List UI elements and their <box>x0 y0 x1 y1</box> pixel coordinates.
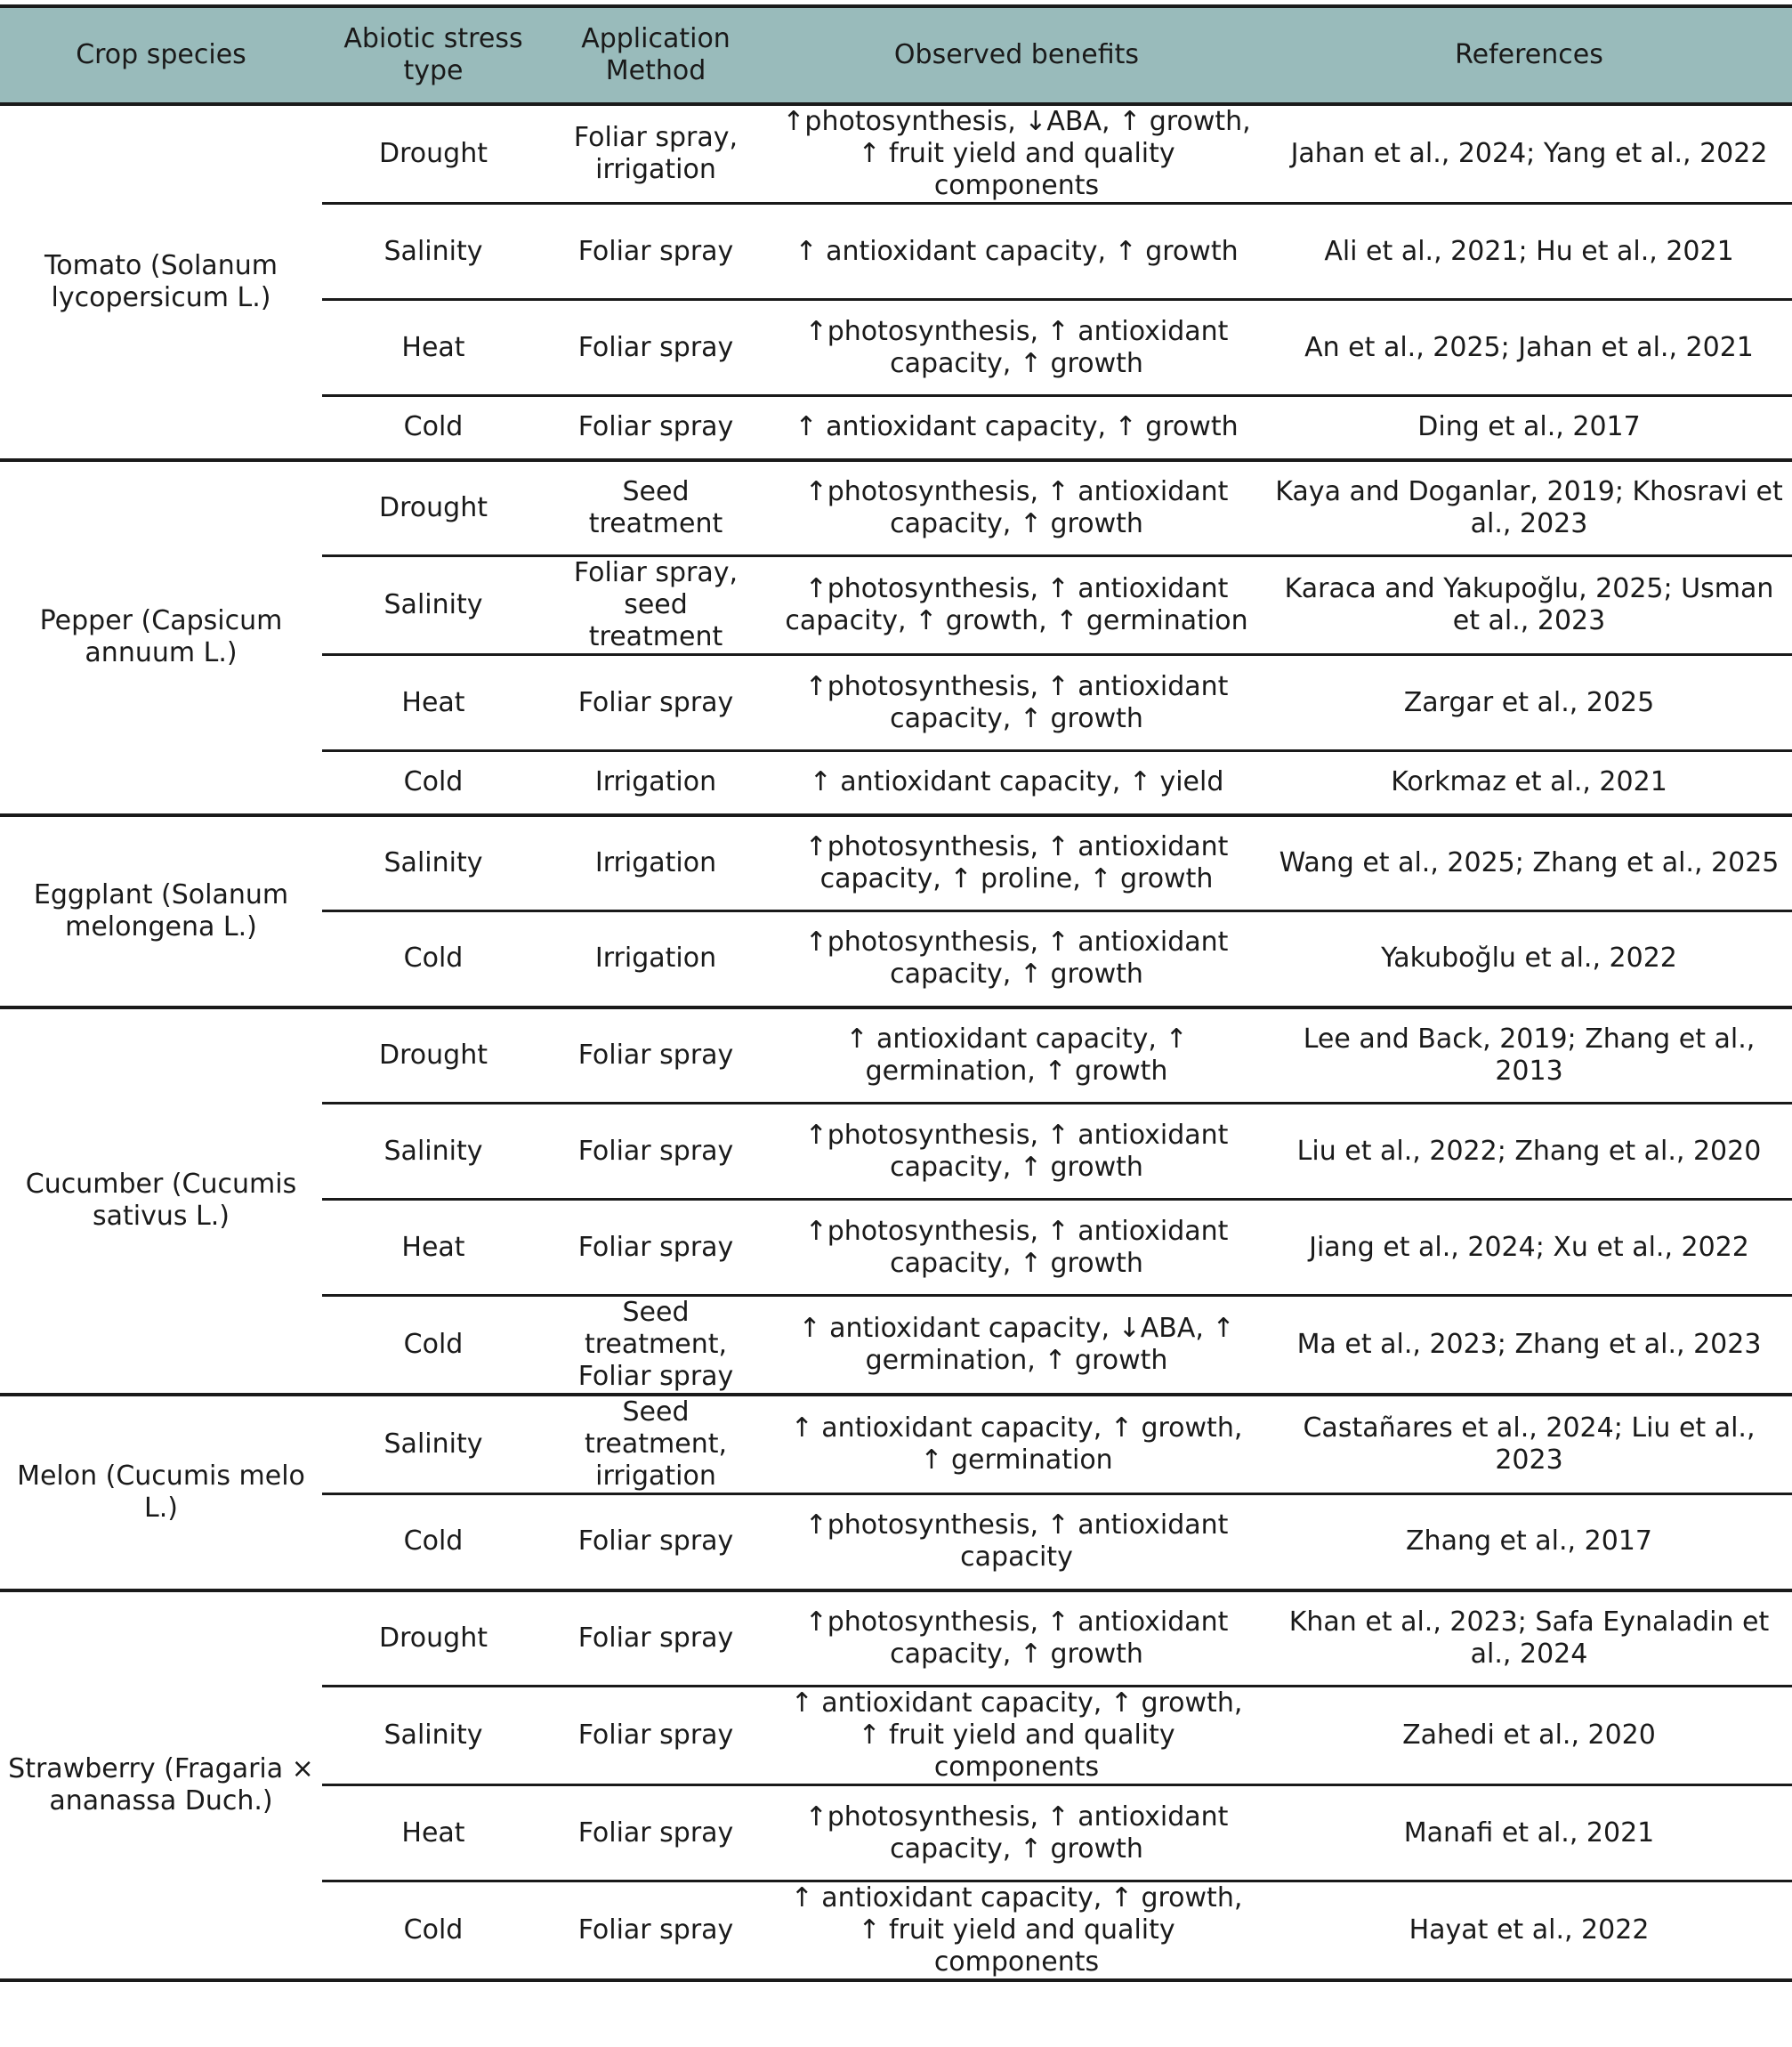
benefits-cell: ↑ antioxidant capacity, ↑ growth, ↑ fruit yield and quality components <box>767 1881 1266 1981</box>
references-cell: Jiang et al., 2024; Xu et al., 2022 <box>1266 1200 1792 1296</box>
method-cell: Foliar spray <box>545 1104 767 1200</box>
stress-cell: Salinity <box>322 556 545 655</box>
benefits-cell: ↑photosynthesis, ↓ABA, ↑ growth, ↑ fruit yield and quality components <box>767 104 1266 204</box>
stress-cell: Cold <box>322 1494 545 1590</box>
references-cell: Karaca and Yakupoğlu, 2025; Usman et al., 2023 <box>1266 556 1792 655</box>
benefits-cell: ↑photosynthesis, ↑ antioxidant capacity, ↑ growth <box>767 1200 1266 1296</box>
stress-cell: Heat <box>322 655 545 751</box>
stress-cell: Salinity <box>322 1395 545 1494</box>
table-row <box>0 1395 1792 1494</box>
table-row <box>0 104 1792 204</box>
table-row <box>0 1590 1792 1687</box>
references-cell: Kaya and Doganlar, 2019; Khosravi et al., 2023 <box>1266 460 1792 556</box>
method-cell: Foliar spray, irrigation <box>545 104 767 204</box>
benefits-cell: ↑ antioxidant capacity, ↑ growth <box>767 204 1266 300</box>
method-cell: Foliar spray <box>545 1881 767 1981</box>
method-cell: Foliar spray <box>545 1494 767 1590</box>
benefits-cell: ↑photosynthesis, ↑ antioxidant capacity <box>767 1494 1266 1590</box>
benefits-cell: ↑ antioxidant capacity, ↑ growth, ↑ germination <box>767 1395 1266 1494</box>
crop-species-cell: Pepper (Capsicum annuum L.) <box>0 460 322 815</box>
method-cell: Irrigation <box>545 911 767 1007</box>
benefits-cell: ↑ antioxidant capacity, ↓ABA, ↑ germination, ↑ growth <box>767 1296 1266 1396</box>
references-cell: Khan et al., 2023; Safa Eynaladin et al., 2024 <box>1266 1590 1792 1687</box>
crop-species-cell: Cucumber (Cucumis sativus L.) <box>0 1007 322 1396</box>
method-cell: Foliar spray <box>545 1007 767 1104</box>
benefits-cell: ↑ antioxidant capacity, ↑ growth, ↑ fruit yield and quality components <box>767 1687 1266 1785</box>
method-cell: Irrigation <box>545 751 767 815</box>
crop-species-cell: Strawberry (Fragaria × ananassa Duch.) <box>0 1590 322 1981</box>
header-row <box>0 6 1792 104</box>
references-cell: Hayat et al., 2022 <box>1266 1881 1792 1981</box>
method-cell: Seed treatment <box>545 460 767 556</box>
benefits-cell: ↑photosynthesis, ↑ antioxidant capacity, ↑ growth <box>767 1785 1266 1881</box>
stress-cell: Cold <box>322 1296 545 1396</box>
benefits-cell: ↑photosynthesis, ↑ antioxidant capacity, ↑ growth <box>767 460 1266 556</box>
references-cell: Zhang et al., 2017 <box>1266 1494 1792 1590</box>
stress-cell: Drought <box>322 104 545 204</box>
table-row <box>0 460 1792 556</box>
stress-cell: Salinity <box>322 204 545 300</box>
method-cell: Foliar spray <box>545 396 767 460</box>
method-cell: Foliar spray <box>545 1687 767 1785</box>
data-table <box>0 4 1792 1982</box>
table-body <box>0 104 1792 1980</box>
references-cell: An et al., 2025; Jahan et al., 2021 <box>1266 300 1792 396</box>
benefits-cell: ↑photosynthesis, ↑ antioxidant capacity, ↑ growth <box>767 655 1266 751</box>
crop-species-cell: Tomato (Solanum lycopersicum L.) <box>0 104 322 460</box>
crop-species-cell: Melon (Cucumis melo L.) <box>0 1395 322 1590</box>
references-cell: Manafi et al., 2021 <box>1266 1785 1792 1881</box>
stress-cell: Heat <box>322 300 545 396</box>
references-cell: Yakuboğlu et al., 2022 <box>1266 911 1792 1007</box>
references-cell: Liu et al., 2022; Zhang et al., 2020 <box>1266 1104 1792 1200</box>
stress-cell: Heat <box>322 1785 545 1881</box>
benefits-cell: ↑photosynthesis, ↑ antioxidant capacity, ↑ growth <box>767 300 1266 396</box>
references-cell: Ali et al., 2021; Hu et al., 2021 <box>1266 204 1792 300</box>
benefits-cell: ↑photosynthesis, ↑ antioxidant capacity, ↑ proline, ↑ growth <box>767 815 1266 911</box>
references-cell: Zahedi et al., 2020 <box>1266 1687 1792 1785</box>
stress-cell: Salinity <box>322 1104 545 1200</box>
stress-cell: Drought <box>322 460 545 556</box>
method-cell: Foliar spray, seed treatment <box>545 556 767 655</box>
table-row <box>0 815 1792 911</box>
benefits-cell: ↑ antioxidant capacity, ↑ growth <box>767 396 1266 460</box>
table-header <box>0 6 1792 104</box>
benefits-cell: ↑photosynthesis, ↑ antioxidant capacity, ↑ growth <box>767 1104 1266 1200</box>
stress-cell: Drought <box>322 1590 545 1687</box>
stress-cell: Cold <box>322 911 545 1007</box>
header-observed-benefits: Observed benefits <box>767 6 1266 104</box>
benefits-cell: ↑photosynthesis, ↑ antioxidant capacity, ↑ growth, ↑ germination <box>767 556 1266 655</box>
method-cell: Seed treatment, irrigation <box>545 1395 767 1494</box>
stress-cell: Cold <box>322 1881 545 1981</box>
references-cell: Korkmaz et al., 2021 <box>1266 751 1792 815</box>
method-cell: Foliar spray <box>545 300 767 396</box>
references-cell: Wang et al., 2025; Zhang et al., 2025 <box>1266 815 1792 911</box>
references-cell: Zargar et al., 2025 <box>1266 655 1792 751</box>
method-cell: Foliar spray <box>545 655 767 751</box>
benefits-cell: ↑photosynthesis, ↑ antioxidant capacity, ↑ growth <box>767 911 1266 1007</box>
stress-cell: Heat <box>322 1200 545 1296</box>
benefits-cell: ↑ antioxidant capacity, ↑ yield <box>767 751 1266 815</box>
method-cell: Foliar spray <box>545 1200 767 1296</box>
references-cell: Ding et al., 2017 <box>1266 396 1792 460</box>
stress-cell: Salinity <box>322 815 545 911</box>
header-application-method: Application Method <box>545 6 767 104</box>
references-cell: Jahan et al., 2024; Yang et al., 2022 <box>1266 104 1792 204</box>
header-crop-species: Crop species <box>0 6 322 104</box>
method-cell: Irrigation <box>545 815 767 911</box>
references-cell: Ma et al., 2023; Zhang et al., 2023 <box>1266 1296 1792 1396</box>
table-row <box>0 1007 1792 1104</box>
crop-species-cell: Eggplant (Solanum melongena L.) <box>0 815 322 1007</box>
stress-cell: Drought <box>322 1007 545 1104</box>
references-cell: Lee and Back, 2019; Zhang et al., 2013 <box>1266 1007 1792 1104</box>
benefits-cell: ↑photosynthesis, ↑ antioxidant capacity, ↑ growth <box>767 1590 1266 1687</box>
method-cell: Seed treatment, Foliar spray <box>545 1296 767 1396</box>
stress-cell: Cold <box>322 396 545 460</box>
method-cell: Foliar spray <box>545 1785 767 1881</box>
header-abiotic-stress-type: Abiotic stress type <box>322 6 545 104</box>
method-cell: Foliar spray <box>545 1590 767 1687</box>
header-references: References <box>1266 6 1792 104</box>
stress-cell: Salinity <box>322 1687 545 1785</box>
stress-cell: Cold <box>322 751 545 815</box>
references-cell: Castañares et al., 2024; Liu et al., 2023 <box>1266 1395 1792 1494</box>
benefits-cell: ↑ antioxidant capacity, ↑ germination, ↑ growth <box>767 1007 1266 1104</box>
method-cell: Foliar spray <box>545 204 767 300</box>
